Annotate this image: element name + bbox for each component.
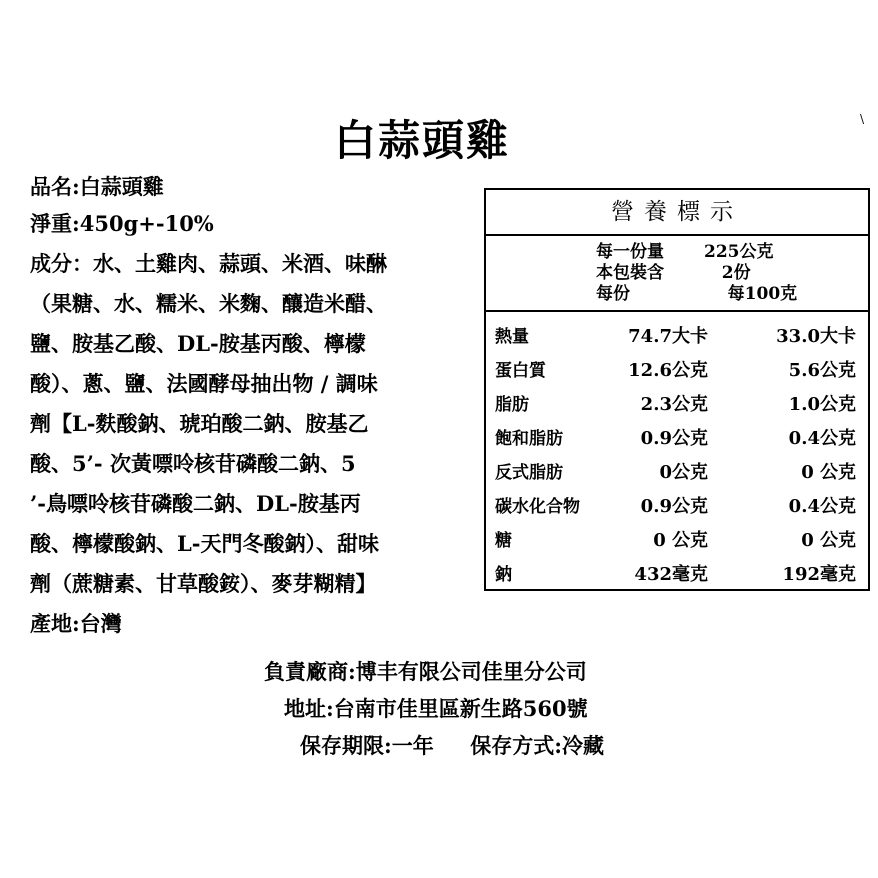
product-title: 白蒜頭雞 <box>333 116 510 165</box>
per-serving-value: 0.9公克 <box>640 428 708 449</box>
serving-row <box>486 263 868 284</box>
per-100g-value: 192毫克 <box>782 564 856 585</box>
table-row <box>486 456 868 490</box>
ingredients-line: 劑【L-麩酸鈉、琥珀酸二鈉、胺基乙 <box>30 411 369 436</box>
nutrient-name: 碳水化合物 <box>495 497 580 517</box>
table-row <box>486 490 868 524</box>
ingredients-line: （果糖、水、糯米、米麴、釀造米醋、 <box>30 291 387 316</box>
per-100g-value: 0 公克 <box>801 530 856 551</box>
table-row <box>486 524 868 558</box>
per-serving-value: 12.6公克 <box>628 360 708 381</box>
ingredients-line: ’-鳥嘌呤核苷磷酸二鈉、DL-胺基丙 <box>30 491 361 516</box>
serving-info <box>486 236 868 312</box>
per-serving-value: 74.7大卡 <box>628 326 708 347</box>
ingredients-line: 酸、5’- 次黃嘌呤核苷磷酸二鈉、5 <box>30 451 356 476</box>
ingredients-line: 酸、檸檬酸鈉、L-天門冬酸鈉）、甜味 <box>30 531 379 556</box>
serving-value: 2份 <box>704 263 751 283</box>
nutrient-name: 糖 <box>495 531 512 551</box>
storage-info: 保存期限:一年 保存方式:冷藏 <box>300 733 605 758</box>
ingredients <box>30 244 475 604</box>
nutrient-name: 脂肪 <box>495 395 529 415</box>
per-serving-value: 0 公克 <box>653 530 708 551</box>
ingredients-line: 成分：水、土雞肉、蒜頭、米酒、味醂 <box>30 251 387 276</box>
per-100g-value: 0.4公克 <box>788 496 856 517</box>
per-100g-value: 0.4公克 <box>788 428 856 449</box>
serving-label: 每一份量 <box>596 242 664 262</box>
nutrition-panel <box>484 188 870 591</box>
manufacturer: 負責廠商:博丰有限公司佳里分公司 <box>264 659 587 684</box>
net-weight: 淨重:450g+-10% <box>30 211 214 236</box>
nutrient-name: 鈉 <box>495 565 512 585</box>
product-name: 品名:白蒜頭雞 <box>30 174 164 199</box>
per-serving-value: 0公克 <box>659 462 708 483</box>
table-row <box>486 422 868 456</box>
nutrition-table <box>486 312 868 592</box>
table-row <box>486 558 868 592</box>
serving-label: 每份 <box>596 284 630 304</box>
ingredients-line: 鹽、胺基乙酸、DL-胺基丙酸、檸檬 <box>30 331 366 356</box>
serving-row <box>486 284 868 305</box>
per-100g-value: 1.0公克 <box>788 394 856 415</box>
nutrition-heading: 營養標示 <box>486 190 868 236</box>
product-info <box>30 170 475 644</box>
ingredients-line: 劑（蔗糖素、甘草酸銨）、麥芽糊精】 <box>30 571 377 596</box>
origin: 產地:台灣 <box>30 611 122 636</box>
per-serving-value: 0.9公克 <box>640 496 708 517</box>
per-serving-value: 2.3公克 <box>640 394 708 415</box>
nutrient-name: 飽和脂肪 <box>495 429 563 449</box>
per-100g-value: 33.0大卡 <box>776 326 856 347</box>
nutrient-name: 蛋白質 <box>495 361 546 381</box>
per-serving-value: 432毫克 <box>634 564 708 585</box>
serving-row <box>486 242 868 263</box>
serving-value: 225公克 <box>704 242 774 262</box>
serving-label: 本包裝含 <box>596 263 664 283</box>
per-100g-value: 5.6公克 <box>788 360 856 381</box>
nutrient-name: 反式脂肪 <box>495 463 563 483</box>
ingredients-line: 酸）、蔥、鹽、法國酵母抽出物 / 調味 <box>30 371 378 396</box>
table-row <box>486 320 868 354</box>
nutrient-name: 熱量 <box>495 327 529 347</box>
per-100g-value: 0 公克 <box>801 462 856 483</box>
serving-value: 每100克 <box>704 284 798 304</box>
corner-mark: \ <box>860 112 865 126</box>
table-row <box>486 388 868 422</box>
address: 地址:台南市佳里區新生路560號 <box>284 696 588 721</box>
table-row <box>486 354 868 388</box>
